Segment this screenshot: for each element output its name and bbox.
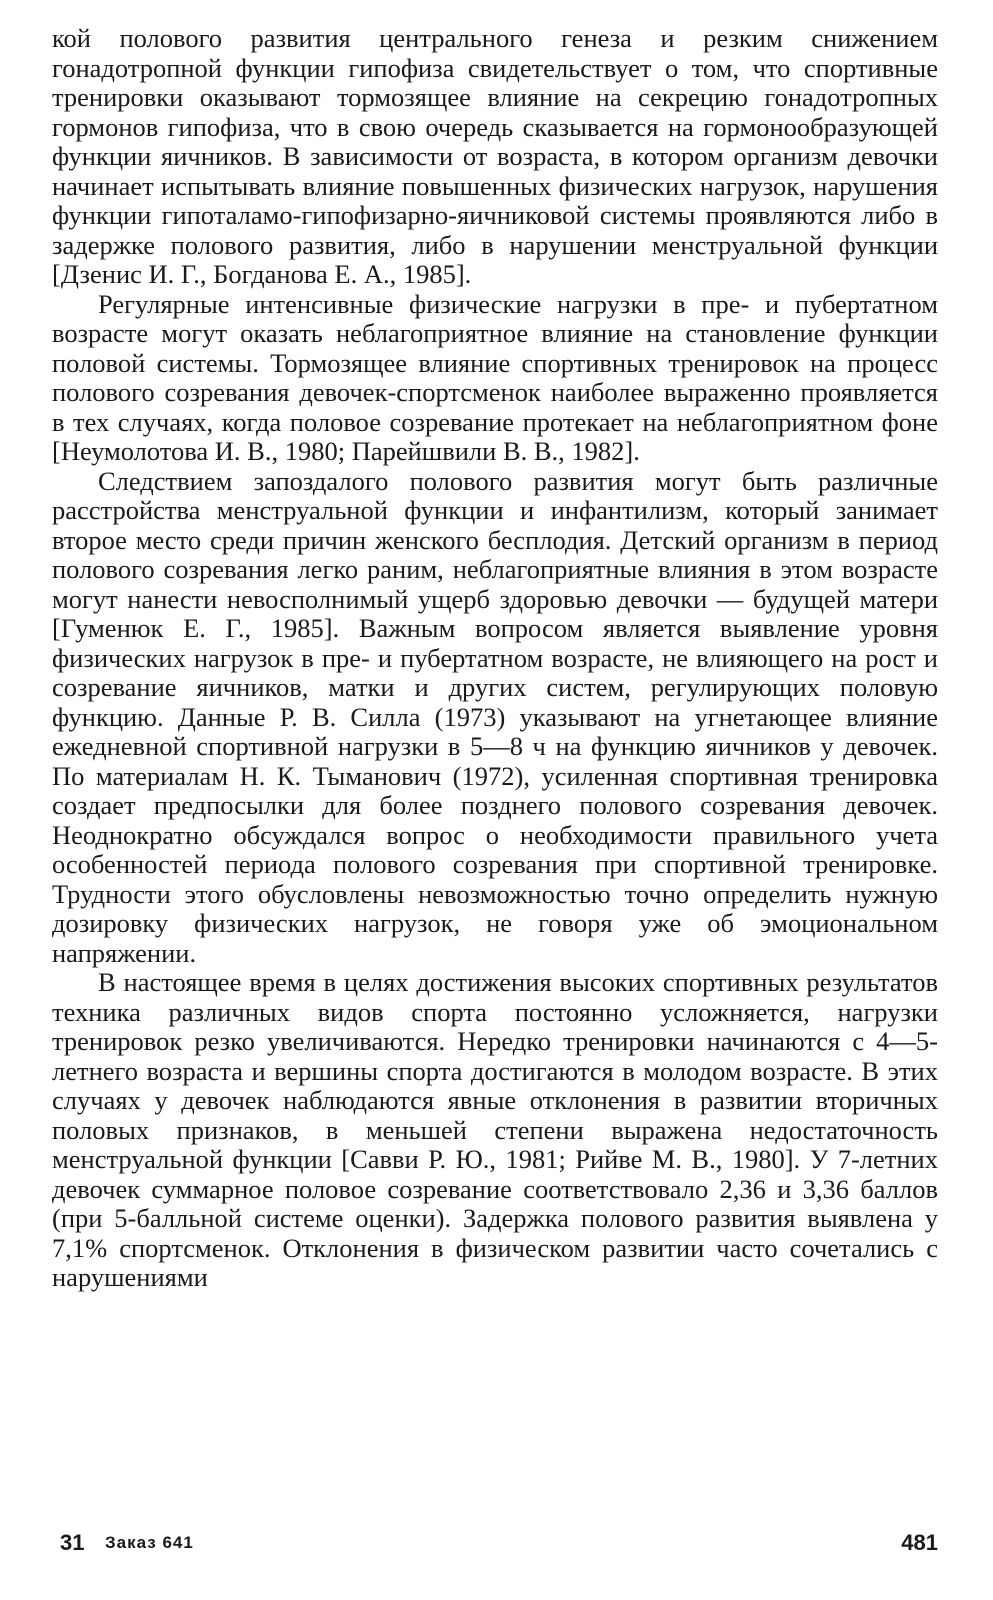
- paragraph-delayed-development: Следствием запоздалого полового развития могут быть различные расстройства менструальной функции и инфантилизм, который занимает второе место среди причин женского бесплодия. Детский организм в период полового созревания легко раним, неблагоприятные влияния в этом возрасте могут нанести невосполнимый ущерб здоровью девочки — будущей матери [Гуменюк Е. Г., 1985]. Важным вопросом является выявление уровня физических нагрузок в пре- и пубертатном возрасте, не влияющего на рост и созревание яичников, матки и других систем, регулирующих половую функцию. Данные Р. В. Силла (1973) указывают на угнетающее влияние ежедневной спортивной нагрузки в 5—8 ч на функцию яичников у девочек. По материалам Н. К. Тыманович (1972), усиленная спортивная тренировка создает предпосылки для более позднего полового созревания девочек. Неоднократно обсуждался вопрос о необходимости правильного учета особенностей периода полового созревания при спортивной тренировке. Трудности этого обусловлены невозможностью точно определить нужную дозировку физических нагрузок, не говоря уже об эмоциональном напряжении.: [52, 465, 938, 968]
- page-text: [52, 24, 938, 1293]
- paragraph-current-training: В настоящее время в целях достижения высоких спортивных результатов техника различных видов спорта постоянно усложняется, нагрузки тренировок резко увеличиваются. Нередко тренировки начинаются с 4—5-летнего возраста и вершины спорта достигаются в молодом возрасте. В этих случаях у девочек наблюдаются явные отклонения в развитии вторичных половых признаков, в меньшей степени выражена недостаточность менструальной функции [Савви Р. Ю., 1981; Рийве М. В., 1980]. У 7-летних девочек суммарное половое созревание соответствовало 2,36 и 3,36 баллов (при 5-балльной системе оценки). Задержка полового развития выявлена у 7,1% спортсменок. Отклонения в физическом развитии часто сочетались с нарушениями: [52, 967, 938, 1292]
- order-label: Заказ 641: [105, 1533, 194, 1552]
- signature-number: 31: [60, 1530, 85, 1555]
- page-footer: [60, 1530, 938, 1560]
- page-number: 481: [901, 1530, 938, 1555]
- paragraph-physical-loads: Регулярные интенсивные физические нагрузки в пре- и пубертатном возрасте могут оказать неблагоприятное влияние на становление функции половой системы. Тормозящее влияние спортивных тренировок на процесс полового созревания девочек-спортсменок наиболее выраженно проявляется в тех случаях, когда половое созревание протекает на неблагоприятном фоне [Неумолотова И. В., 1980; Парейшвили В. В., 1982].: [52, 288, 938, 466]
- paragraph-continuation: кой полового развития центрального генеза и резким снижением гонадотропной функции гипофиза свидетельствует о том, что спортивные тренировки оказывают тормозящее влияние на секрецию гонадотропных гормонов гипофиза, что в свою очередь сказывается на гормонообразующей функции яичников. В зависимости от возраста, в котором организм девочки начинает испытывать влияние повышенных физических нагрузок, нарушения функции гипоталамо-гипофизарно-яичниковой системы проявляются либо в задержке полового развития, либо в нарушении менструальной функции [Дзенис И. Г., Богданова Е. А., 1985].: [52, 23, 938, 289]
